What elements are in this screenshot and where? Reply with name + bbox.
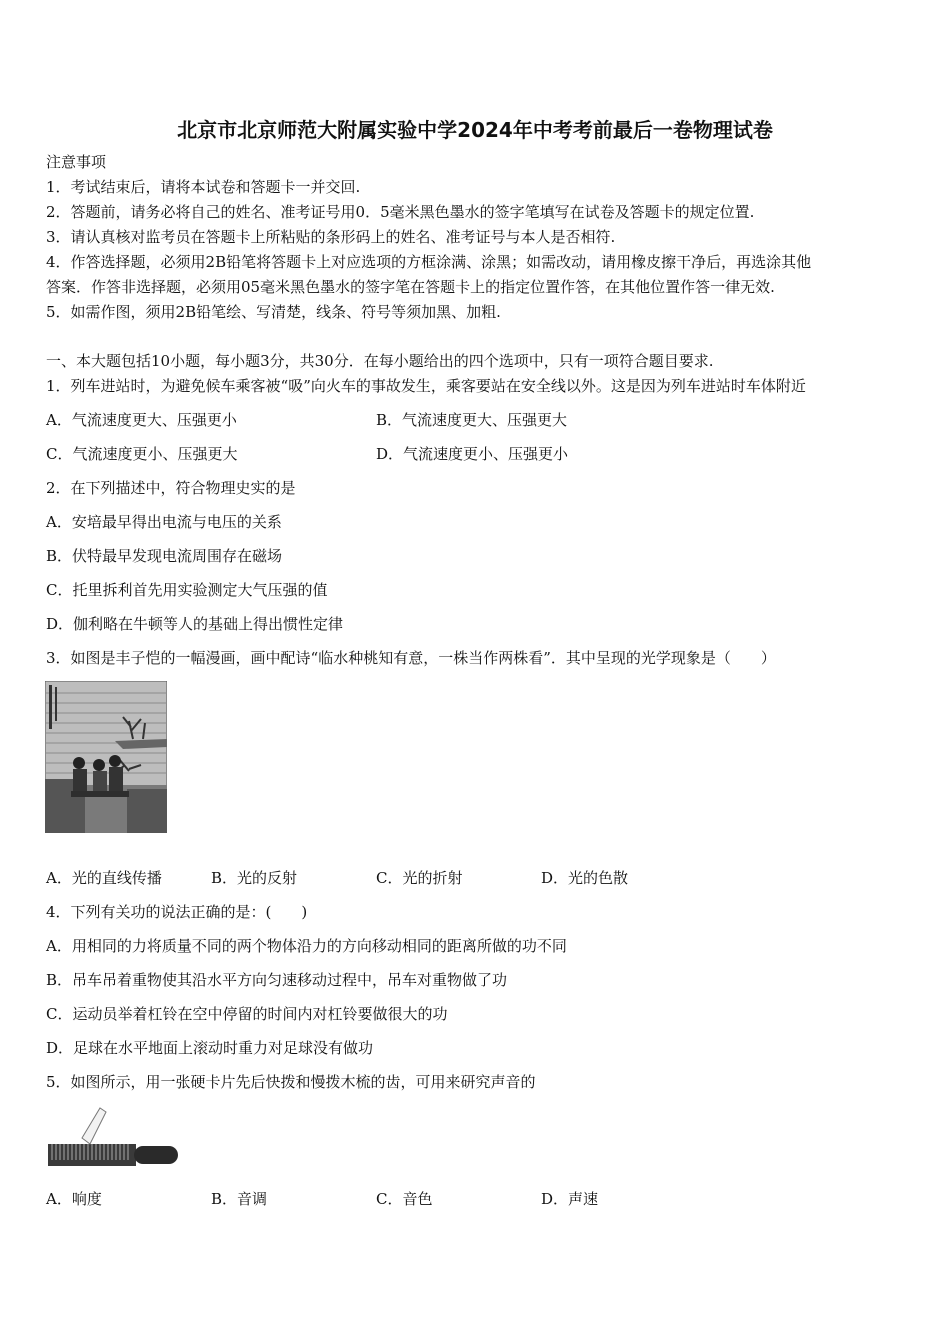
cartoon-illustration — [45, 681, 167, 833]
section-heading: 一、本大题包括10小题，每小题3分，共30分．在每小题给出的四个选项中，只有一项符合题目要求. — [46, 352, 714, 370]
question-option: D．伽利略在牛顿等人的基础上得出惯性定律 — [46, 615, 344, 633]
question-option: C．托里拆利首先用实验测定大气压强的值 — [46, 581, 328, 599]
question-option: C．光的折射 — [376, 869, 463, 887]
comb-drawing — [46, 1104, 182, 1170]
notice-item: 1．考试结束后，请将本试卷和答题卡一并交回. — [46, 178, 361, 196]
notice-item: 2．答题前，请务必将自己的姓名、准考证号用0．5毫米黑色墨水的签字笔填写在试卷及答题卡的规定位置. — [46, 203, 755, 221]
cartoon-drawing — [45, 681, 167, 833]
question-option: A．气流速度更大、压强更小 — [46, 411, 237, 429]
question-option: C．音色 — [376, 1190, 433, 1208]
notice-heading: 注意事项 — [46, 153, 107, 171]
question-option: B．伏特最早发现电流周围存在磁场 — [46, 547, 283, 565]
question-stem: 1．列车进站时，为避免候车乘客被“吸”向火车的事故发生，乘客要站在安全线以外。这是因为列车进站时车体附近 — [46, 377, 806, 395]
question-option: D．声速 — [541, 1190, 599, 1208]
comb-illustration — [46, 1104, 182, 1170]
question-stem: 5．如图所示，用一张硬卡片先后快拨和慢拨木梳的齿，可用来研究声音的 — [46, 1073, 536, 1091]
question-option: C．气流速度更小、压强更大 — [46, 445, 238, 463]
notice-item: 答案．作答非选择题，必须用05毫米黑色墨水的签字笔在答题卡上的指定位置作答，在其他位置作答一律无效. — [46, 278, 775, 296]
page-title: 北京市北京师范大附属实验中学2024年中考考前最后一卷物理试卷 — [177, 118, 773, 142]
question-option: D．足球在水平地面上滚动时重力对足球没有做功 — [46, 1039, 374, 1057]
question-option: C．运动员举着杠铃在空中停留的时间内对杠铃要做很大的功 — [46, 1005, 448, 1023]
question-option: A．用相同的力将质量不同的两个物体沿力的方向移动相同的距离所做的功不同 — [46, 937, 567, 955]
question-option: B．音调 — [211, 1190, 268, 1208]
notice-item: 3．请认真核对监考员在答题卡上所粘贴的条形码上的姓名、准考证号与本人是否相符. — [46, 228, 616, 246]
question-option: D．气流速度更小、压强更小 — [376, 445, 569, 463]
notice-item: 4．作答选择题，必须用2B铅笔将答题卡上对应选项的方框涂满、涂黑；如需改动，请用橡皮擦干净后，再选涂其他 — [46, 253, 812, 271]
question-stem: 4．下列有关功的说法正确的是：( ) — [46, 903, 308, 921]
question-option: B．吊车吊着重物使其沿水平方向匀速移动过程中，吊车对重物做了功 — [46, 971, 508, 989]
question-option: A．安培最早得出电流与电压的关系 — [46, 513, 282, 531]
question-option: A．响度 — [46, 1190, 102, 1208]
question-option: D．光的色散 — [541, 869, 629, 887]
question-option: B．光的反射 — [211, 869, 298, 887]
notice-item: 5．如需作图，须用2B铅笔绘、写清楚，线条、符号等须加黑、加粗. — [46, 303, 501, 321]
question-option: B．气流速度更大、压强更大 — [376, 411, 568, 429]
question-stem: 2．在下列描述中，符合物理史实的是 — [46, 479, 296, 497]
question-stem: 3．如图是丰子恺的一幅漫画，画中配诗“临水种桃知有意，一株当作两株看”．其中呈现的光学现象是（ ） — [46, 649, 776, 667]
question-option: A．光的直线传播 — [46, 869, 162, 887]
